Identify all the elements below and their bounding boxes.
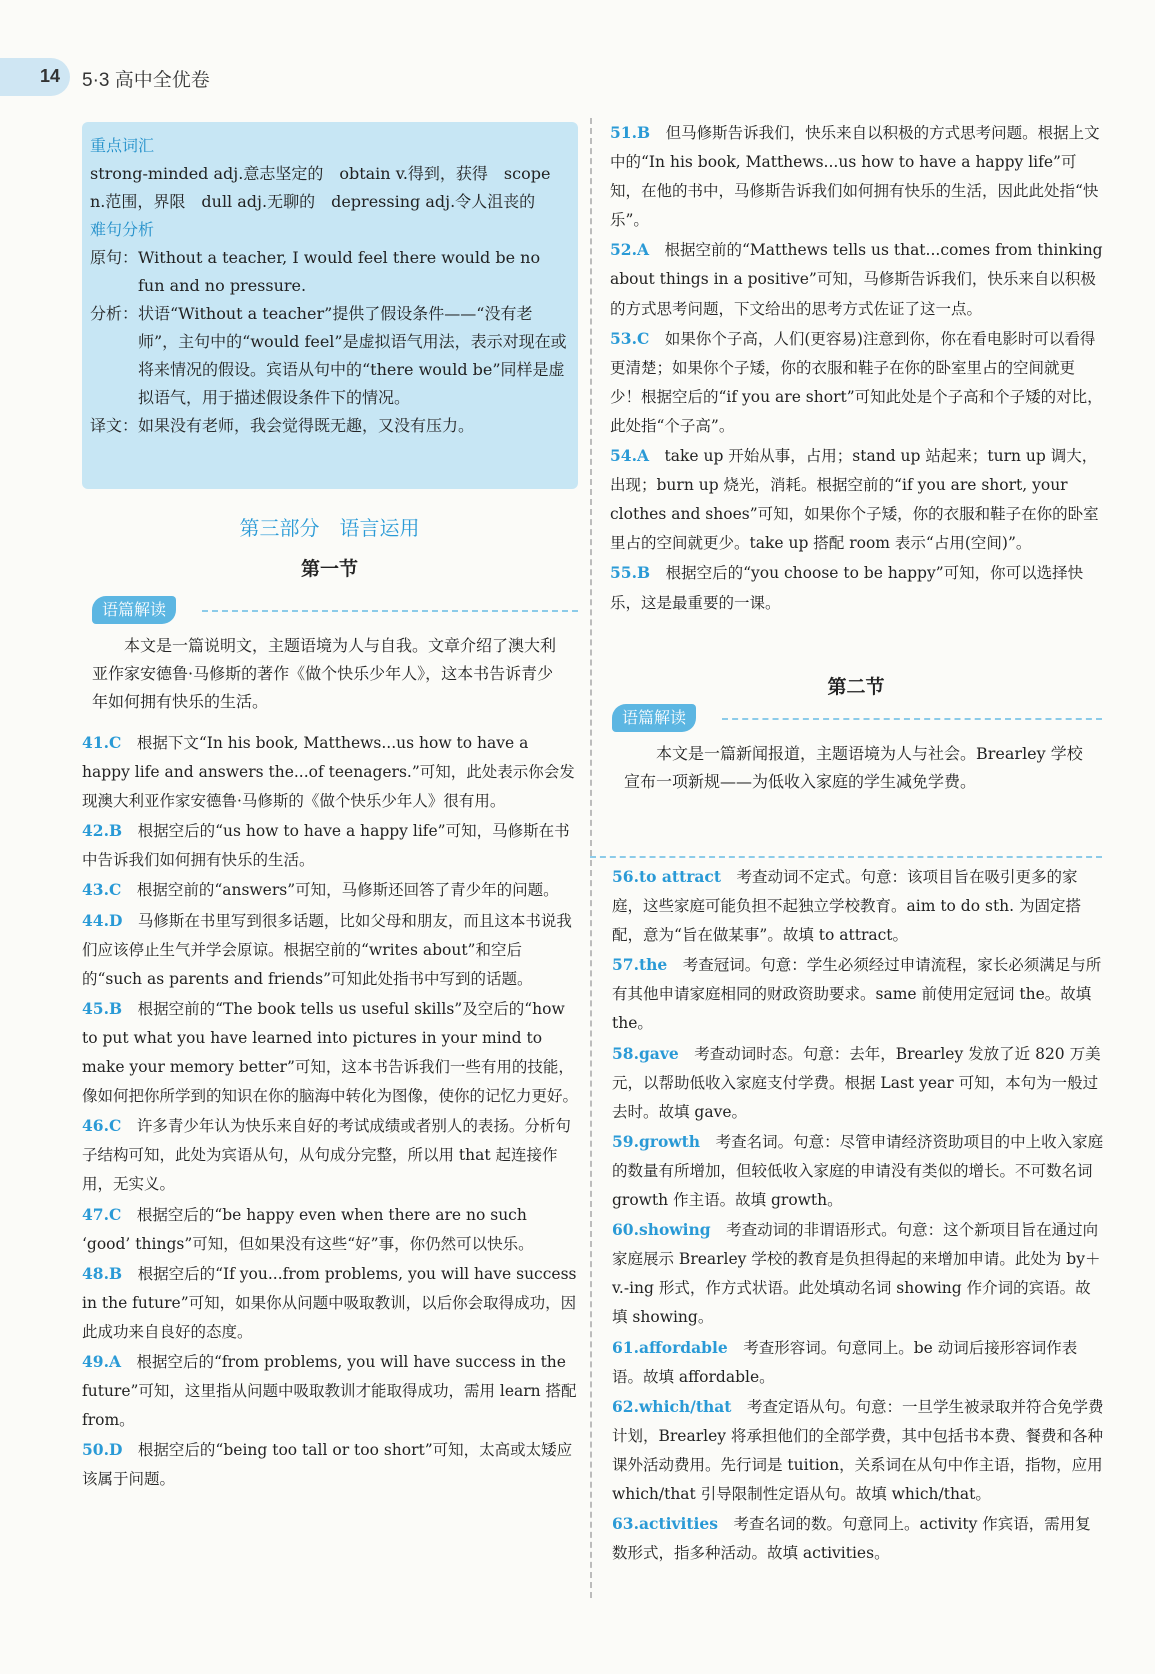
- answer-item: [610, 235, 1104, 323]
- analysis-text: 状语“Without a teacher”提供了假设条件——“没有老师”，主句中的“would feel”是虚拟语气用法，表示对现在或将来情况的假设。宾语从句中的“there would be”同样是虚拟语气，用于描述假设条件下的情况。: [138, 304, 567, 407]
- answer-item: [82, 728, 578, 816]
- answer-item: [82, 1347, 578, 1435]
- answer-explanation: 考查定语从句。句意：一旦学生被录取并符合免学费计划，Brearley 将承担他们的全部学费，其中包括书本费、餐费和各种课外活动费用。先行词是 tuition，关系词在从句中作主语，指物，应用 which/that 引导限制性定语从句。故填 which/that。: [612, 1397, 1104, 1503]
- tag-line: [202, 610, 578, 612]
- section-2-title: 第二节: [827, 676, 885, 698]
- answer-explanation: 根据空后的“you choose to be happy”可知，你可以选择快乐，这是最重要的一课。: [610, 564, 1084, 612]
- answer-number: 41.C: [82, 733, 122, 752]
- answer-explanation: 根据空后的“being too tall or too short”可知，太高或太矮应该属于问题。: [82, 1441, 573, 1489]
- book-title: 5·3 高中全优卷: [82, 70, 210, 91]
- answer-explanation: 根据空前的“Matthews tells us that...comes from thinking about things in a positive”可知，马修斯告诉我们，快乐来自以积极的方式思考问题，下文给出的思考方式佐证了这一点。: [610, 241, 1103, 318]
- answer-item: [612, 950, 1104, 1038]
- answer-item: [612, 862, 1104, 950]
- answer-number: 47.C: [82, 1204, 122, 1224]
- answer-explanation: 根据空后的“us how to have a happy life”可知，马修斯在书中告诉我们如何拥有快乐的生活。: [82, 822, 570, 870]
- answer-number: 61.affordable: [612, 1337, 728, 1357]
- answer-number: 57.the: [612, 955, 668, 975]
- answer-item: [610, 441, 1104, 558]
- answer-explanation: 考查冠词。句意：学生必须经过申请流程，家长必须满足与所有其他申请家庭相同的财政资助要求。same 前使用定冠词 the。故填 the。: [612, 956, 1102, 1033]
- answer-number: 43.C: [82, 880, 122, 900]
- answer-explanation: 根据空后的“be happy even when there are no such ‘good’ things”可知，但如果没有这些“好”事，你仍然可以快乐。: [82, 1205, 534, 1253]
- answer-number: 44.D: [82, 910, 123, 930]
- answer-item: [82, 1111, 578, 1199]
- answer-item: [610, 118, 1104, 235]
- answer-explanation: 考查名词。句意：尽管申请经济资助项目的中上收入家庭的数量有所增加，但较低收入家庭的申请没有类似的增长。不可数名词 growth 作主语。故填 growth。: [612, 1132, 1104, 1210]
- answer-item: [82, 1200, 578, 1259]
- hard-sentence-heading: 难句分析: [90, 220, 155, 239]
- translation-text: 如果没有老师，我会觉得既无趣，又没有压力。: [138, 416, 475, 435]
- answer-number: 56.to attract: [612, 867, 722, 886]
- answer-item: [612, 1392, 1104, 1509]
- answer-item: [610, 324, 1104, 441]
- answer-explanation: 根据空后的“from problems, you will have success in the future”可知，这里指从问题中吸取教训才能取得成功，需用 learn 搭配 from。: [82, 1352, 577, 1430]
- answer-explanation: 根据空后的“If you...from problems, you will have success in the future”可知，如果你从问题中吸取教训，以后你会取得成功，因此成功来自良好的态度。: [82, 1264, 577, 1341]
- answer-item: [612, 1039, 1104, 1127]
- answer-number: 62.which/that: [612, 1396, 732, 1416]
- answer-item: [82, 1435, 578, 1494]
- answer-explanation: 马修斯在书里写到很多话题，比如父母和朋友，而且这本书说我们应该停止生气并学会原谅。根据空前的“writes about”和空后的“such as parents and friends”可知此处指书中写到的话题。: [82, 911, 572, 988]
- answer-number: 42.B: [82, 821, 123, 841]
- answer-explanation: 考查动词不定式。句意：该项目旨在吸引更多的家庭，这些家庭可能负担不起独立学校教育。aim to do sth. 为固定搭配，意为“旨在做某事”。故填 to attract。: [612, 868, 1082, 945]
- answer-explanation: 考查动词时态。句意：去年，Brearley 发放了近 820 万美元，以帮助低收入家庭支付学费。根据 Last year 可知，本句为一般过去时。故填 gave。: [612, 1044, 1101, 1121]
- answer-item: [612, 1509, 1104, 1568]
- part-title: 第三部分 语言运用: [239, 516, 420, 540]
- answer-item: [82, 816, 578, 875]
- passage-tag-2: [612, 704, 1102, 736]
- original-sentence: [90, 244, 570, 300]
- tag-label: 语篇解读: [612, 704, 696, 732]
- passage-intro-2: 本文是一篇新闻报道，主题语境为人与社会。Brearley 学校宣布一项新规——为低收入家庭的学生减免学费。: [624, 744, 1083, 791]
- answer-explanation: 许多青少年认为快乐来自好的考试成绩或者别人的表扬。分析句子结构可知，此处为宾语从句，从句成分完整，所以用 that 起连接作用，无实义。: [82, 1117, 571, 1194]
- answer-explanation: take up 开始从事，占用；stand up 站起来；turn up 调大，出现；burn up 烧光，消耗。根据空前的“if you are short, your clothes and shoes”可知，如果你个子矮，你的衣服和鞋子在你的卧室里占的空间就更少。take up 搭配 room 表示“占用(空间)”。: [610, 447, 1099, 553]
- answer-explanation: 根据空前的“The book tells us useful skills”及空后的“how to put what you have learned into pictures in your mind to make your memory better”可知，这本书告诉我们一些有用的技能，像如何把你所学到的知识在你的脑海中转化为图像，使你的记忆力更好。: [82, 999, 579, 1106]
- vocab-heading: 重点词汇: [90, 136, 155, 155]
- intro-underline: [590, 856, 1102, 858]
- answer-item: [610, 558, 1104, 617]
- answer-explanation: 根据空前的“answers”可知，马修斯还回答了青少年的问题。: [121, 881, 559, 900]
- answer-number: 55.B: [610, 563, 651, 583]
- answer-number: 48.B: [82, 1263, 123, 1283]
- page-header: [0, 58, 1155, 98]
- answer-item: [612, 1215, 1104, 1332]
- answer-number: 53.C: [610, 328, 650, 348]
- answer-number: 49.A: [82, 1351, 121, 1371]
- answer-item: [612, 1127, 1104, 1215]
- answer-item: [82, 994, 578, 1111]
- vocab-text: strong-minded adj.意志坚定的 obtain v.得到，获得 scope n.范围，界限 dull adj.无聊的 depressing adj.令人沮丧的: [90, 164, 551, 211]
- section-1-title: 第一节: [300, 558, 358, 580]
- answer-number: 58.gave: [612, 1043, 679, 1063]
- answer-number: 52.A: [610, 240, 649, 260]
- answer-number: 54.A: [610, 446, 649, 466]
- answer-explanation: 但马修斯告诉我们，快乐来自以积极的方式思考问题。根据上文中的“In his book, Matthews...us how to have a happy life”可知，在他的书中，马修斯告诉我们如何拥有快乐的生活，因此此处指“快乐”。: [610, 124, 1100, 230]
- answer-number: 63.activities: [612, 1514, 719, 1534]
- answer-number: 60.showing: [612, 1220, 711, 1240]
- original-text: Without a teacher, I would feel there would be no fun and no pressure.: [138, 248, 541, 295]
- translation: [90, 412, 570, 440]
- original-label: 原句：: [90, 248, 139, 267]
- answer-item: [82, 1259, 578, 1347]
- answer-number: 50.D: [82, 1440, 123, 1460]
- answer-explanation: 考查动词的非谓语形式。句意：这个新项目旨在通过向家庭展示 Brearley 学校的教育是负担得起的来增加申请。此处为 by＋v.-ing 形式，作方式状语。此处填动名词 showing 作介词的宾语。故填 showing。: [612, 1221, 1101, 1327]
- answer-number: 59.growth: [612, 1131, 701, 1151]
- answer-item: [612, 1333, 1104, 1392]
- tag-line: [722, 718, 1102, 720]
- answer-item: [82, 906, 578, 994]
- answer-explanation: 根据下文“In his book, Matthews...us how to have a happy life and answers the...of teenagers.”可知，此处表示你会发现澳大利亚作家安德鲁·马修斯的《做个快乐少年人》很有用。: [82, 734, 575, 811]
- column-divider: [590, 118, 592, 1598]
- passage-tag-1: [92, 596, 578, 628]
- answer-number: 46.C: [82, 1116, 122, 1136]
- answer-explanation: 考查形容词。句意同上。be 动词后接形容词作表语。故填 affordable。: [612, 1338, 1078, 1386]
- translation-label: 译文：: [90, 416, 139, 435]
- analysis-label: 分析：: [90, 304, 139, 323]
- answer-number: 51.B: [610, 123, 651, 142]
- answer-explanation: 考查名词的数。句意同上。activity 作宾语，需用复数形式，指多种活动。故填 activities。: [612, 1515, 1091, 1563]
- right-answer-list-a: [610, 118, 1104, 618]
- vocab-note-box: [82, 122, 578, 489]
- answer-item: [82, 875, 578, 905]
- analysis: [90, 300, 570, 412]
- page-number: 14: [40, 66, 61, 86]
- tag-label: 语篇解读: [92, 596, 176, 624]
- passage-intro-1: 本文是一篇说明文，主题语境为人与自我。文章介绍了澳大利亚作家安德鲁·马修斯的著作《做个快乐少年人》，这本书告诉青少年如何拥有快乐的生活。: [92, 636, 557, 711]
- answer-explanation: 如果你个子高，人们(更容易)注意到你，你在看电影时可以看得更清楚；如果你个子矮，你的衣服和鞋子在你的卧室里占的空间就更少！根据空后的“if you are short”可知此处是个子高和个子矮的对比，此处指“个子高”。: [610, 329, 1103, 435]
- answer-number: 45.B: [82, 998, 123, 1018]
- left-answer-list: [82, 728, 578, 1494]
- right-answer-list-b: [612, 862, 1104, 1568]
